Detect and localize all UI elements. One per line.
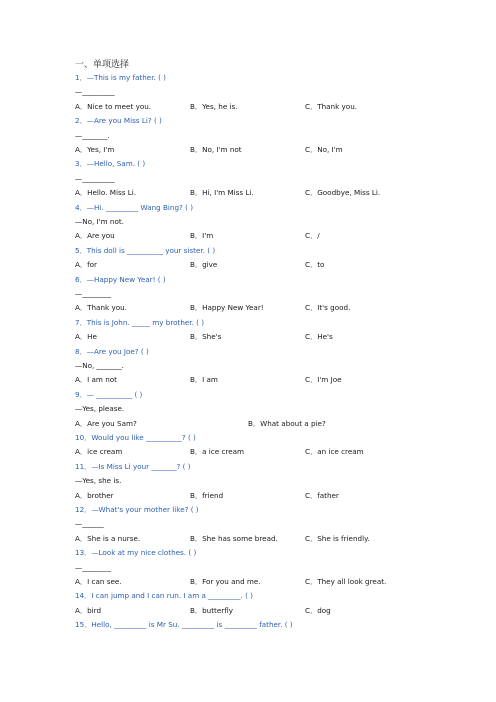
question-text: Hello, _________ is Mr Su. _________ is _________ father. ( ) xyxy=(91,620,293,630)
question-number: 13． xyxy=(75,548,92,558)
option-a[interactable]: A．Are you xyxy=(75,231,115,241)
option-c[interactable]: C．to xyxy=(305,260,325,270)
answer-line: —________ xyxy=(75,562,111,572)
option-b[interactable]: B．For you and me. xyxy=(190,577,261,586)
question-number: 9． xyxy=(75,389,87,399)
option-a[interactable]: A．She is a nurse. xyxy=(75,533,141,543)
question-line xyxy=(75,462,191,472)
question-number: 6． xyxy=(75,274,87,284)
question-number: 8． xyxy=(75,346,87,356)
option-b[interactable]: B．She's xyxy=(190,332,222,342)
question-line xyxy=(75,620,293,630)
question-line xyxy=(75,73,166,83)
option-c[interactable]: C．No, I'm xyxy=(305,145,343,154)
option-b[interactable]: B．She has some bread. xyxy=(190,533,278,543)
option-a[interactable]: A．Thank you. xyxy=(75,303,127,313)
option-a[interactable]: A．bird xyxy=(75,605,102,615)
answer-line: —________ xyxy=(75,289,111,298)
answer-line: —_________ xyxy=(75,173,115,183)
option-a[interactable]: A．Are you Sam? xyxy=(75,418,137,428)
option-c[interactable]: C．They all look great. xyxy=(305,577,387,586)
question-line xyxy=(75,246,215,256)
option-b[interactable]: B．friend xyxy=(190,490,224,500)
question-line xyxy=(75,318,204,328)
option-c[interactable]: C．Thank you. xyxy=(305,101,358,111)
question-number: 7． xyxy=(75,317,87,327)
option-a[interactable]: A．Nice to meet you. xyxy=(75,101,152,111)
option-b[interactable]: B．a ice cream xyxy=(190,447,245,457)
option-c[interactable]: C．an ice cream xyxy=(305,447,364,457)
option-b[interactable]: B．butterfly xyxy=(190,605,234,615)
answer-line: —_______. xyxy=(75,130,110,140)
option-b[interactable]: B．I am xyxy=(190,375,218,385)
question-line xyxy=(75,505,199,515)
option-b[interactable]: B．Hi, I'm Miss Li. xyxy=(190,188,254,198)
option-b[interactable]: B．I'm xyxy=(190,231,214,241)
answer-line: —No, _______. xyxy=(75,361,124,370)
question-number: 15． xyxy=(75,620,92,630)
question-text: This is John. _____ my brother. ( ) xyxy=(86,317,205,327)
option-c[interactable]: C．He's xyxy=(305,332,333,342)
question-number: 2． xyxy=(75,116,87,126)
answer-line: —No, I'm not. xyxy=(75,217,124,226)
question-text: —Are you Joe? ( ) xyxy=(86,346,149,356)
option-c[interactable]: C．It's good. xyxy=(305,303,351,313)
question-number: 4． xyxy=(75,202,87,212)
answer-line: —Yes, she is. xyxy=(75,476,122,486)
option-a[interactable]: A．I can see. xyxy=(75,577,122,586)
option-a[interactable]: A．Yes, I'm xyxy=(75,145,115,154)
option-c[interactable]: C．She is friendly. xyxy=(305,533,370,543)
question-number: 3． xyxy=(75,159,87,169)
question-text: —Look at my nice clothes. ( ) xyxy=(91,548,197,558)
section-title: 一、单项选择 xyxy=(75,60,130,70)
option-c[interactable]: C．dog xyxy=(305,605,331,615)
question-line xyxy=(75,591,253,601)
question-number: 14． xyxy=(75,591,92,601)
answer-line: —Yes, please. xyxy=(75,404,125,414)
question-text: —Hi. _________ Wang Bing? ( ) xyxy=(86,202,194,212)
option-a[interactable]: A．ice cream xyxy=(75,447,123,457)
question-number: 11． xyxy=(75,461,92,471)
option-b[interactable]: B．What about a pie? xyxy=(248,418,326,428)
question-text: —Is Miss Li your _______? ( ) xyxy=(91,461,191,471)
question-number: 1． xyxy=(75,73,87,82)
option-c[interactable]: C．father xyxy=(305,490,339,500)
question-text: —This is my father. ( ) xyxy=(86,73,166,82)
option-a[interactable]: A．brother xyxy=(75,490,114,500)
question-line xyxy=(75,275,166,285)
option-a[interactable]: A．Hello. Miss Li. xyxy=(75,188,137,198)
question-number: 12． xyxy=(75,505,92,514)
question-text: —Hello, Sam. ( ) xyxy=(86,159,146,169)
question-line xyxy=(75,390,142,400)
question-text: — __________ ( ) xyxy=(86,389,143,399)
question-line xyxy=(75,159,145,169)
question-number: 5． xyxy=(75,245,87,255)
option-a[interactable]: A．I am not xyxy=(75,375,117,385)
answer-line: —_________ xyxy=(75,87,115,97)
option-b[interactable]: B．No, I'm not xyxy=(190,145,242,154)
question-line xyxy=(75,433,196,443)
question-text: This doll is __________ your sister. ( ) xyxy=(86,245,216,255)
option-a[interactable]: A．for xyxy=(75,260,97,270)
option-c[interactable]: C．I'm Joe xyxy=(305,375,342,385)
question-line xyxy=(75,548,196,558)
option-c[interactable]: C．/ xyxy=(305,231,320,241)
option-b[interactable]: B．Yes, he is. xyxy=(190,101,238,111)
question-text: —Are you Miss Li? ( ) xyxy=(86,116,162,126)
option-b[interactable]: B．give xyxy=(190,260,218,270)
question-text: —What's your mother like? ( ) xyxy=(91,505,199,514)
question-line xyxy=(75,347,149,357)
option-a[interactable]: A．He xyxy=(75,332,97,342)
question-text: Would you like __________? ( ) xyxy=(91,433,196,442)
question-line xyxy=(75,116,162,126)
answer-line: —______ xyxy=(75,519,104,529)
question-line xyxy=(75,203,193,213)
option-c[interactable]: C．Goodbye, Miss Li. xyxy=(305,188,381,198)
option-b[interactable]: B．Happy New Year! xyxy=(190,303,264,313)
question-text: —Happy New Year! ( ) xyxy=(86,274,166,284)
question-text: I can jump and I can run. I am a _________. ( ) xyxy=(91,591,253,601)
question-number: 10． xyxy=(75,433,92,442)
